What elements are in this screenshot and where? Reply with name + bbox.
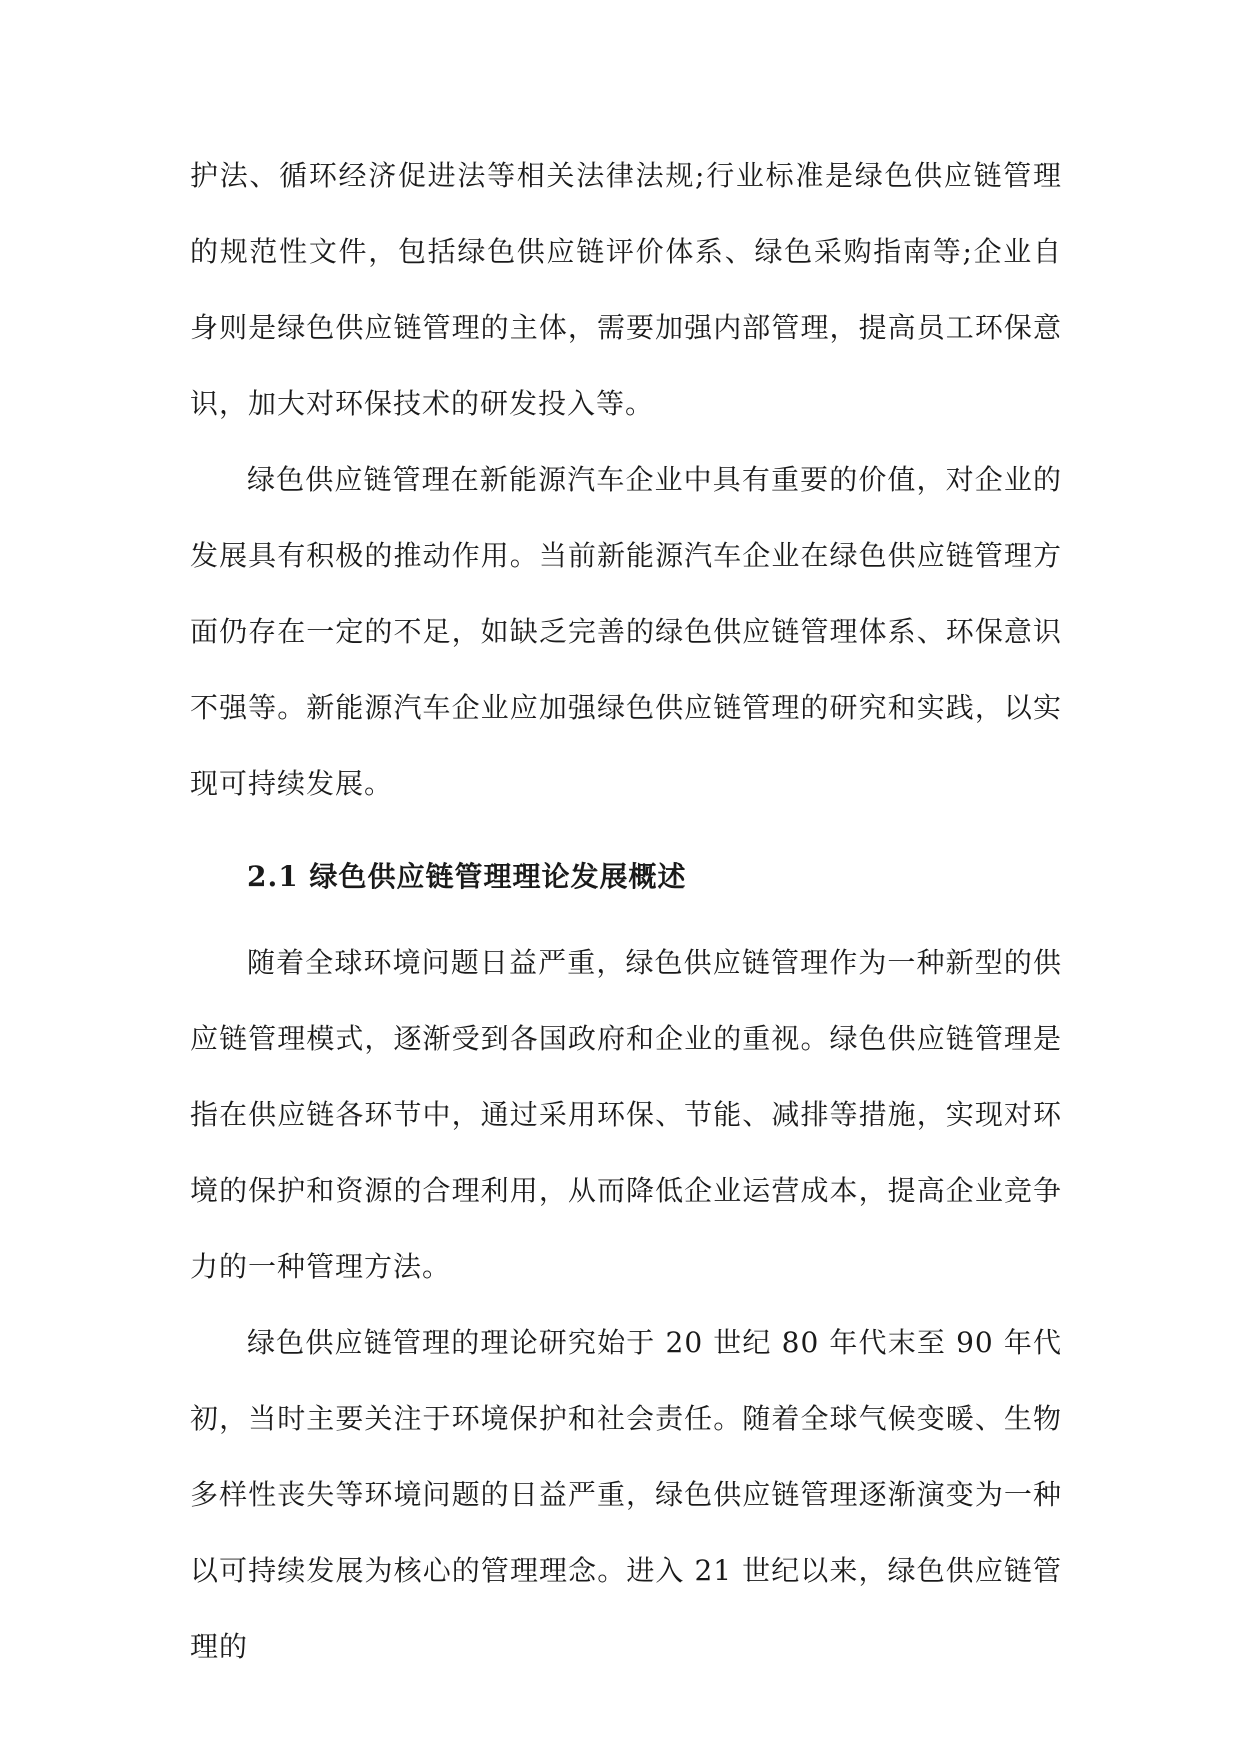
paragraph-history: 绿色供应链管理的理论研究始于 20 世纪 80 年代末至 90 年代初，当时主要关注于环境保护和社会责任。随着全球气候变暖、生物多样性丧失等环境问题的日益严重，绿色供应链管理逐渐演变为一种以可持续发展为核心的管理理念。进入 21 世纪以来，绿色供应链管理的 (190, 1326, 1062, 1663)
paragraph-continued: 护法、循环经济促进法等相关法律法规;行业标准是绿色供应链管理的规范性文件，包括绿色供应链评价体系、绿色采购指南等;企业自身则是绿色供应链管理的主体，需要加强内部管理，提高员工环保意识，加大对环保技术的研发投入等。 (190, 159, 1062, 420)
paragraph-definition: 随着全球环境问题日益严重，绿色供应链管理作为一种新型的供应链管理模式，逐渐受到各国政府和企业的重视。绿色供应链管理是指在供应链各环节中，通过采用环保、节能、减排等措施，实现对环境的保护和资源的合理利用，从而降低企业运营成本，提高企业竞争力的一种管理方法。 (190, 946, 1062, 1283)
paragraph-value-summary: 绿色供应链管理在新能源汽车企业中具有重要的价值，对企业的发展具有积极的推动作用。当前新能源汽车企业在绿色供应链管理方面仍存在一定的不足，如缺乏完善的绿色供应链管理体系、环保意识不强等。新能源汽车企业应加强绿色供应链管理的研究和实践，以实现可持续发展。 (190, 463, 1062, 800)
section-heading: 2.1 绿色供应链管理理论发展概述 (247, 860, 687, 893)
